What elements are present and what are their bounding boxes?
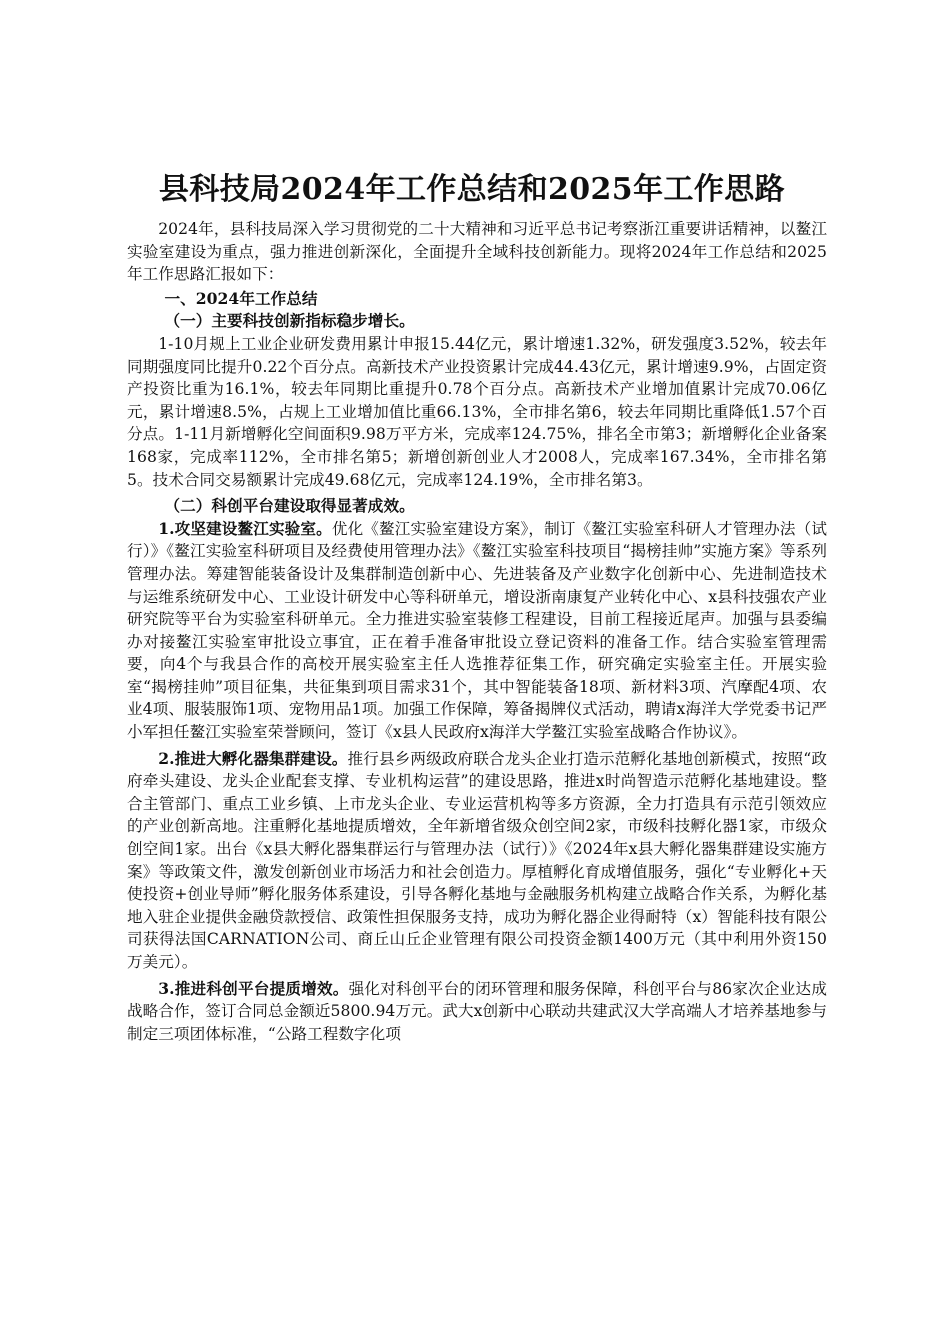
subsection-heading: （一）主要科技创新指标稳步增长。	[164, 311, 415, 331]
item-lead: 3.推进科创平台提质增效。	[158, 978, 349, 998]
section-heading: 一、2024年工作总结	[164, 288, 318, 308]
indicators-paragraph: 1-10月规上工业企业研发费用累计申报15.44亿元，累计增速1.32%，研发强度3.52%，较去年同期强度同比提升0.22个百分点。高新技术产业投资累计完成44.43亿元，累计增速9.9%，占固定资产投资比重为16.1%，较去年同期比重提升0.78个百分点。高新技术产业增加值累计完成70.06亿元，累计增速8.5%，占规上工业增加值比重66.13%，全市排名第6，较去年同期比重降低1.57个百分点。1-11月新增孵化空间面积9.98万平方米，完成率124.75%，排名全市第3；新增孵化企业备案168家，完成率112%，全市排名第5；新增创新创业人才2008人，完成率167.34%，全市排名第5。技术合同交易额累计完成49.68亿元，完成率124.19%，全市排名第3。	[127, 334, 827, 489]
item-text: 强化对科创平台的闭环管理和服务保障，科创平台与86家次企业达成战略合作，签订合同总金额近5800.94万元。武大x创新中心联动共建武汉大学高端人才培养基地参与制定三项团体标准，“公路工程数字化项	[127, 979, 827, 1043]
item-text: 优化《鳌江实验室建设方案》，制订《鳌江实验室科研人才管理办法（试行）》《鳌江实验室科研项目及经费使用管理办法》《鳌江实验室科技项目“揭榜挂帅”实施方案》等系列管理办法。筹建智能装备设计及集群制造创新中心、先进装备及产业数字化创新中心、先进制造技术与运维系统研发中心、工业设计研发中心等科研单元，增设浙南康复产业转化中心、x县科技强农产业研究院等平台为实验室科研单元。全力推进实验室装修工程建设，目前工程接近尾声。加强与县委编办对接鳌江实验室审批设立事宜，正在着手准备审批设立登记资料的准备工作。结合实验室管理需要，向4个与我县合作的高校开展实验室主任人选推荐征集工作，研究确定实验室主任。开展实验室“揭榜挂帅”项目征集，共征集到项目需求31个，其中智能装备18项、新材料3项、汽摩配4项、农业4项、服装服饰1项、宠物用品1项。加强工作保障，筹备揭牌仪式活动，聘请x海洋大学党委书记严小军担任鳌江实验室荣誉顾问，签订《x县人民政府x海洋大学鳌江实验室战略合作协议》。	[127, 519, 827, 742]
item-text: 推行县乡两级政府联合龙头企业打造示范孵化基地创新模式，按照“政府牵头建设、龙头企业配套支撑、专业机构运营”的建设思路，推进x时尚智造示范孵化基地建设。整合主管部门、重点工业乡镇、上市龙头企业、专业运营机构等多方资源，全力打造具有示范引领效应的产业创新高地。注重孵化基地提质增效，全年新增省级众创空间2家，市级科技孵化器1家，市级众创空间1家。出台《x县大孵化器集群运行与管理办法（试行）》《2024年x县大孵化器集群建设实施方案》等政策文件，激发创新创业市场活力和社会创造力。厚植孵化育成增值服务，强化“专业孵化+天使投资+创业导师”孵化服务体系建设，引导各孵化基地与金融服务机构建立战略合作关系，为孵化基地入驻企业提供金融贷款授信、政策性担保服务支持，成功为孵化器企业得耐特（x）智能科技有限公司获得法国CARNATION公司、商丘山丘企业管理有限公司投资金额1400万元（其中利用外资150万美元）。	[127, 749, 827, 971]
document-body	[127, 170, 827, 1045]
intro-paragraph: 2024年，县科技局深入学习贯彻党的二十大精神和习近平总书记考察浙江重要讲话精神，以鳌江实验室建设为重点，强力推进创新深化，全面提升全域科技创新能力。现将2024年工作总结和2025年工作思路汇报如下：	[127, 220, 827, 284]
item-paragraph	[127, 518, 827, 744]
item-paragraph	[127, 748, 827, 974]
item-lead: 2.推进大孵化器集群建设。	[158, 748, 348, 768]
item-paragraph	[127, 978, 827, 1046]
item-lead: 1.攻坚建设鳌江实验室。	[158, 518, 332, 538]
document-title: 县科技局2024年工作总结和2025年工作思路	[158, 172, 786, 207]
subsection-heading: （二）科创平台建设取得显著成效。	[164, 496, 415, 516]
